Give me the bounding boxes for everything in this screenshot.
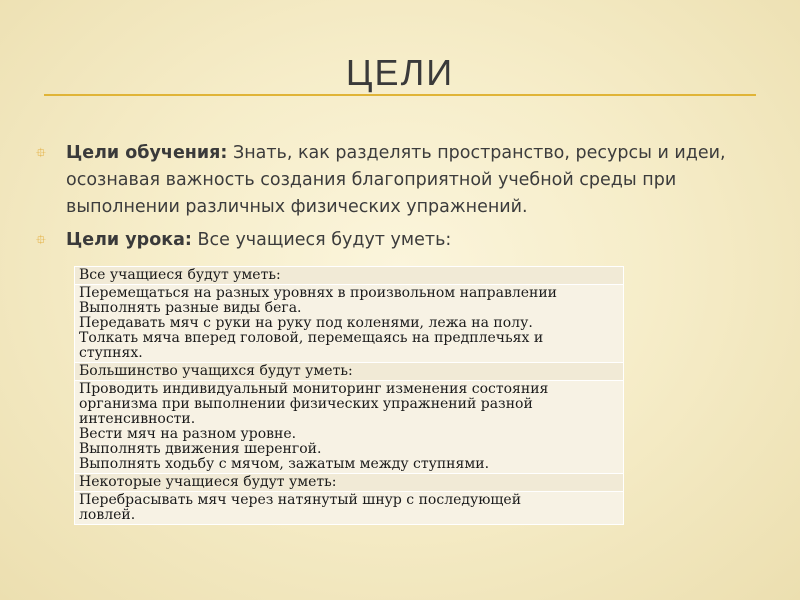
bullet-label: Цели обучения: — [66, 143, 228, 163]
table-row — [75, 492, 624, 525]
cell-line: Большинство учащихся будут уметь: — [79, 363, 353, 379]
cell-line: Перемещаться на разных уровнях в произвольном направлении — [79, 285, 557, 301]
cell-line: интенсивности. — [79, 411, 196, 427]
table-cell — [75, 381, 624, 474]
table-cell — [75, 363, 624, 381]
table-row — [75, 285, 624, 363]
cell-line: Выполнять движения шеренгой. — [79, 441, 322, 457]
cell-line: Толкать мяча вперед головой, перемещаясь на предплечьях и — [79, 330, 544, 346]
bullet-text: Знать, как разделять пространство, ресурсы и идеи, осознавая важность создания благоприятной учебной среды при выполнении различных физических упражнений. — [66, 143, 726, 217]
cell-line: Выполнять ходьбу с мячом, зажатым между ступнями. — [79, 456, 490, 472]
bullet-lesson-goals — [36, 227, 776, 254]
cell-line: Выполнять разные виды бега. — [79, 300, 302, 316]
cell-line: Вести мяч на разном уровне. — [79, 426, 297, 442]
cell-line: Все учащиеся будут уметь: — [79, 267, 281, 283]
cell-line: организма при выполнении физических упражнений разной — [79, 396, 533, 412]
bullet-text: Все учащиеся будут уметь: — [191, 230, 452, 250]
cell-line: Перебрасывать мяч через натянутый шнур с последующей — [79, 492, 522, 508]
bullet-icon: ⯐ — [36, 233, 46, 248]
slide-title: ЦЕЛИ — [345, 52, 455, 93]
bullet-learning-goals — [36, 140, 776, 221]
table-row — [75, 363, 624, 381]
bullet-icon: ⯐ — [36, 146, 46, 161]
table-cell — [75, 492, 624, 525]
bullet-list — [36, 140, 776, 260]
cell-line: Передавать мяч с руки на руку под коленями, лежа на полу. — [79, 315, 533, 331]
cell-line: ступнях. — [79, 345, 143, 361]
table-row — [75, 381, 624, 474]
cell-line: ловлей. — [79, 507, 136, 523]
table-cell — [75, 285, 624, 363]
cell-line: Проводить индивидуальный мониторинг изменения состояния — [79, 381, 549, 397]
table-row — [75, 267, 624, 285]
bullet-label: Цели урока: — [66, 230, 192, 250]
title-underline — [44, 94, 756, 96]
table-cell — [75, 267, 624, 285]
goals-table — [74, 266, 624, 525]
cell-line: Некоторые учащиеся будут уметь: — [79, 474, 337, 490]
table-cell — [75, 474, 624, 492]
table-row — [75, 474, 624, 492]
